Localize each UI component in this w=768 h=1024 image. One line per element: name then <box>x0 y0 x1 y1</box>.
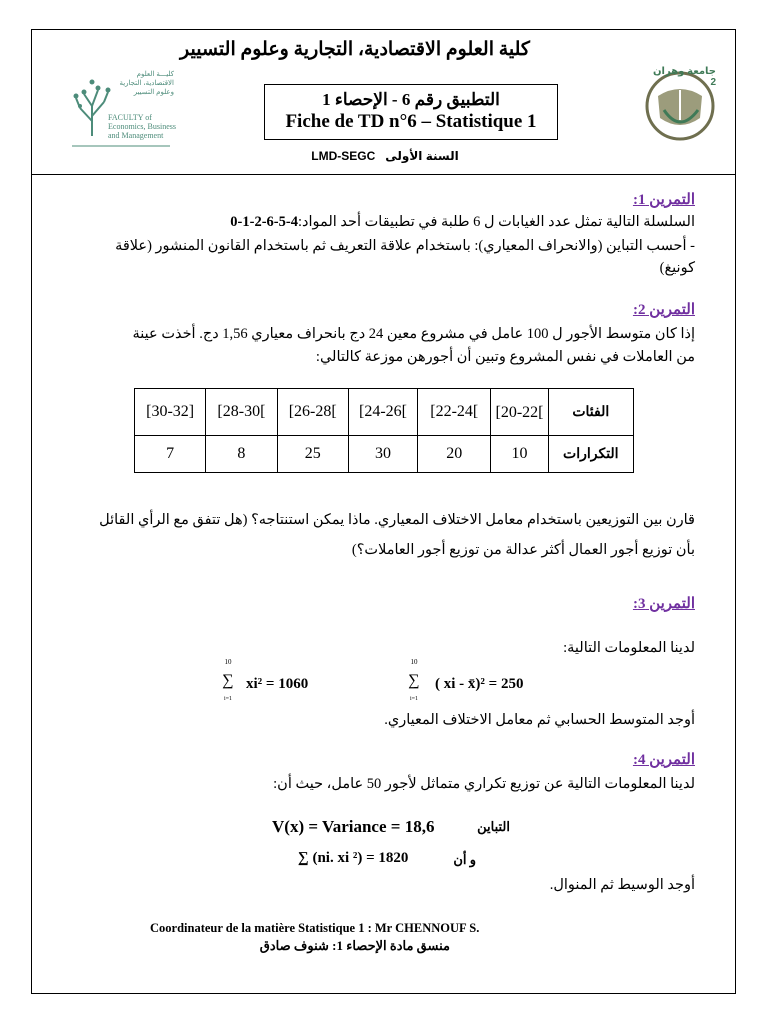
frequency-table <box>134 388 634 473</box>
faculty-title: كلية العلوم الاقتصادية، التجارية وعلوم التسيير <box>180 39 530 60</box>
variance-label-arabic: التباين <box>477 819 510 834</box>
exercise-3-question: أوجد المتوسط الحسابي ثم معامل الاختلاف المعياري. <box>384 712 695 728</box>
exercise-2-line-3: قارن بين التوزيعين باستخدام معامل الاختلاف المعياري. ماذا يمكن استنتاجه؟ (هل تتفق مع الرأي القائل <box>99 512 695 528</box>
exercise-4-line-1: لدينا المعلومات التالية عن توزيع تكراري متماثل لأجور 50 عامل، حيث أن: <box>273 776 695 792</box>
footer-coordinator-french: Coordinateur de la matière Statistique 1 : Mr CHENNOUF S. <box>150 921 480 935</box>
table-row-classes <box>135 389 634 436</box>
exercise-4-question: أوجد الوسيط ثم المنوال. <box>549 877 695 893</box>
sum-ni-xi-formula: ∑ (ni. xi ²) = 1820 <box>298 850 409 866</box>
and-label-arabic: و أن <box>453 852 476 867</box>
table-cell: [20-22[ <box>491 389 548 436</box>
exercise-4-title: التمرين 4: <box>632 752 695 768</box>
table-row-header: الفئات <box>548 389 633 436</box>
td-title-arabic: التطبيق رقم 6 - الإحصاء 1 <box>322 90 500 109</box>
table-cell: [30-32] <box>135 389 206 436</box>
table-cell: 25 <box>277 436 348 473</box>
td-title-french: Fiche de TD n°6 – Statistique 1 <box>285 111 537 132</box>
exercise-2-line-1: إذا كان متوسط الأجور ل 100 عامل في مشروع معين 24 دج بانحراف معياري 1,56 دج. أخذت عينة <box>132 326 695 342</box>
sigma-symbol: ∑ <box>222 672 234 689</box>
exercise-2-line-2: من العاملات في نفس المشروع وتبين أن أجورهن موزعة كالتالي: <box>315 349 695 365</box>
exercise-3-intro: لدينا المعلومات التالية: <box>563 640 695 656</box>
university-logo-text: جامعة وهران 2 <box>653 66 716 88</box>
formula-sum-squares: xi² = 1060 <box>246 676 309 692</box>
sum-lower-limit: i=1 <box>409 696 419 702</box>
table-cell: 30 <box>348 436 417 473</box>
exercise-3-title: التمرين 3: <box>632 596 695 612</box>
sigma-symbol: ∑ <box>408 672 420 689</box>
sum-upper-limit: 10 <box>224 658 232 666</box>
faculty-logo-english: FACULTY of Economics, Business and Management <box>108 113 176 140</box>
variance-formula: V(x) = Variance = 18,6 <box>272 817 435 836</box>
header-divider <box>31 174 736 175</box>
exercise-2-line-4: بأن توزيع أجور العمال أكثر عدالة من توزيع أجور العاملات؟) <box>351 542 695 558</box>
td-title-box <box>264 84 558 140</box>
table-cell: 20 <box>418 436 491 473</box>
table-cell: [28-30[ <box>206 389 277 436</box>
exercise-1-title: التمرين 1: <box>632 192 695 208</box>
table-cell: [26-28[ <box>277 389 348 436</box>
faculty-logo-arabic: كليـــة العلوم الاقتصادية، التجارية وعلوم التسيير <box>119 71 174 96</box>
exercise-1-line-3: كونيغ) <box>659 260 695 276</box>
exercise-1-line-1 <box>140 212 695 232</box>
table-cell: 8 <box>206 436 277 473</box>
table-row-counts <box>135 436 634 473</box>
exercise-1-series: 4-5-6-2-1-0 <box>230 214 298 230</box>
table-cell: [22-24[ <box>418 389 491 436</box>
exercise-2-title: التمرين 2: <box>632 302 695 318</box>
footer-coordinator-arabic: منسق مادة الإحصاء 1: شنوف صادق <box>259 938 450 953</box>
table-row-header: التكرارات <box>548 436 633 473</box>
table-cell: [24-26[ <box>348 389 417 436</box>
sum-upper-limit: 10 <box>410 658 418 666</box>
academic-year <box>300 149 470 163</box>
year-code: LMD-SEGC <box>311 149 376 163</box>
exercise-1-intro: السلسلة التالية تمثل عدد الغيابات ل 6 طلبة في تطبيقات أحد المواد: <box>297 214 695 230</box>
exercise-1-line-2: - أحسب التباين (والانحراف المعياري): باستخدام علاقة التعريف ثم باستخدام القانون المنشور (علاقة <box>115 238 695 254</box>
table-cell: 10 <box>491 436 548 473</box>
table-cell: 7 <box>135 436 206 473</box>
formula-sum-deviations: ( xi - x̄)² = 250 <box>435 676 524 692</box>
sum-lower-limit: i=1 <box>223 696 233 702</box>
year-arabic: السنة الأولى <box>385 149 459 163</box>
